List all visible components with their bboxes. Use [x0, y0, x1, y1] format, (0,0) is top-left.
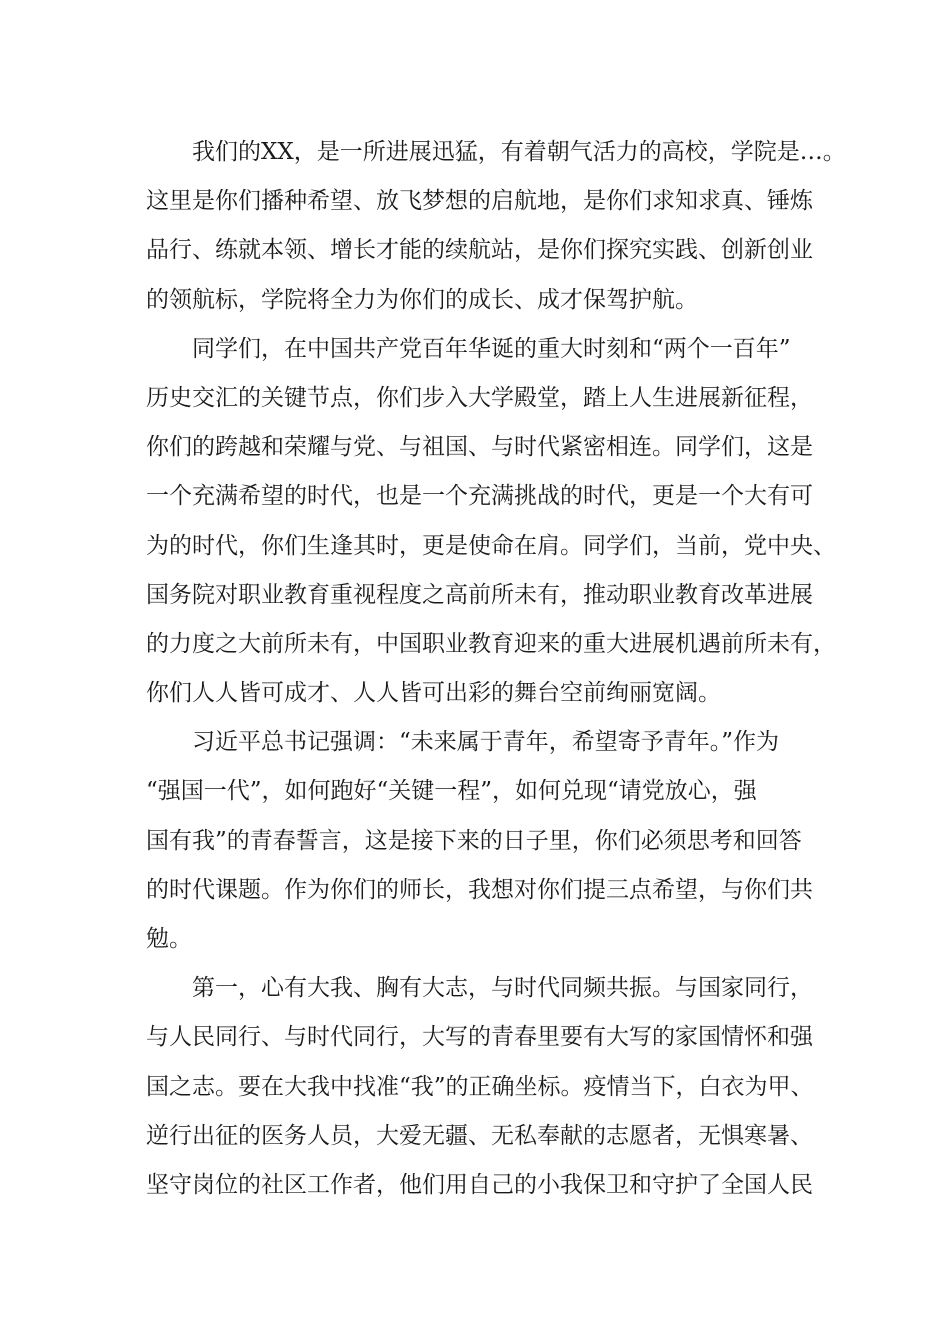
text-line: 的力度之大前所未有，中国职业教育迎来的重大进展机遇前所未有，	[146, 630, 836, 657]
text-line: 国有我”的青春誓言，这是接下来的日子里，你们必须思考和回答	[146, 827, 802, 854]
text-line: 第一，心有大我、胸有大志，与时代同频共振。与国家同行，	[192, 975, 813, 1002]
paragraph-3	[146, 718, 813, 964]
text-line: 你们人人皆可成才、人人皆可出彩的舞台空前绚丽宽阔。	[146, 680, 721, 707]
text-line: 的时代课题。作为你们的师长，我想对你们提三点希望，与你们共	[146, 876, 813, 903]
text-line: 习近平总书记强调：“未来属于青年，希望寄予青年。”作为	[192, 729, 780, 756]
paragraph-2	[146, 325, 836, 719]
paragraph-1	[146, 128, 846, 325]
text-line: 为的时代，你们生逢其时，更是使命在肩。同学们，当前，党中央、	[146, 532, 836, 559]
text-line: 同学们，在中国共产党百年华诞的重大时刻和“两个一百年”	[192, 335, 791, 362]
text-line: 这里是你们播种希望、放飞梦想的启航地，是你们求知求真、锤炼	[146, 188, 813, 215]
text-line: 坚守岗位的社区工作者，他们用自己的小我保卫和守护了全国人民	[146, 1171, 813, 1198]
text-line: “强国一代”，如何跑好“关键一程”，如何兑现“请党放心，强	[146, 778, 757, 805]
text-line: 的领航标，学院将全力为你们的成长、成才保驾护航。	[146, 286, 698, 313]
text-line: 与人民同行、与时代同行，大写的青春里要有大写的家国情怀和强	[146, 1024, 813, 1051]
text-line: 一个充满希望的时代，也是一个充满挑战的时代，更是一个大有可	[146, 483, 813, 510]
text-line: 我们的XX，是一所进展迅猛，有着朝气活力的高校，学院是…。	[192, 139, 846, 165]
text-line: 国之志。要在大我中找准“我”的正确坐标。疫情当下，白衣为甲、	[146, 1073, 814, 1100]
text-line: 逆行出征的医务人员，大爱无疆、无私奉献的志愿者，无惧寒暑、	[146, 1122, 813, 1149]
body-text	[146, 128, 846, 1210]
text-line: 勉。	[146, 926, 192, 952]
text-line: 国务院对职业教育重视程度之高前所未有，推动职业教育改革进展	[146, 581, 813, 608]
text-line: 品行、练就本领、增长才能的续航站，是你们探究实践、创新创业	[146, 237, 813, 264]
text-line: 你们的跨越和荣耀与党、与祖国、与时代紧密相连。同学们，这是	[146, 434, 813, 461]
text-line: 历史交汇的关键节点，你们步入大学殿堂，踏上人生进展新征程，	[146, 384, 813, 411]
paragraph-4	[146, 964, 814, 1210]
